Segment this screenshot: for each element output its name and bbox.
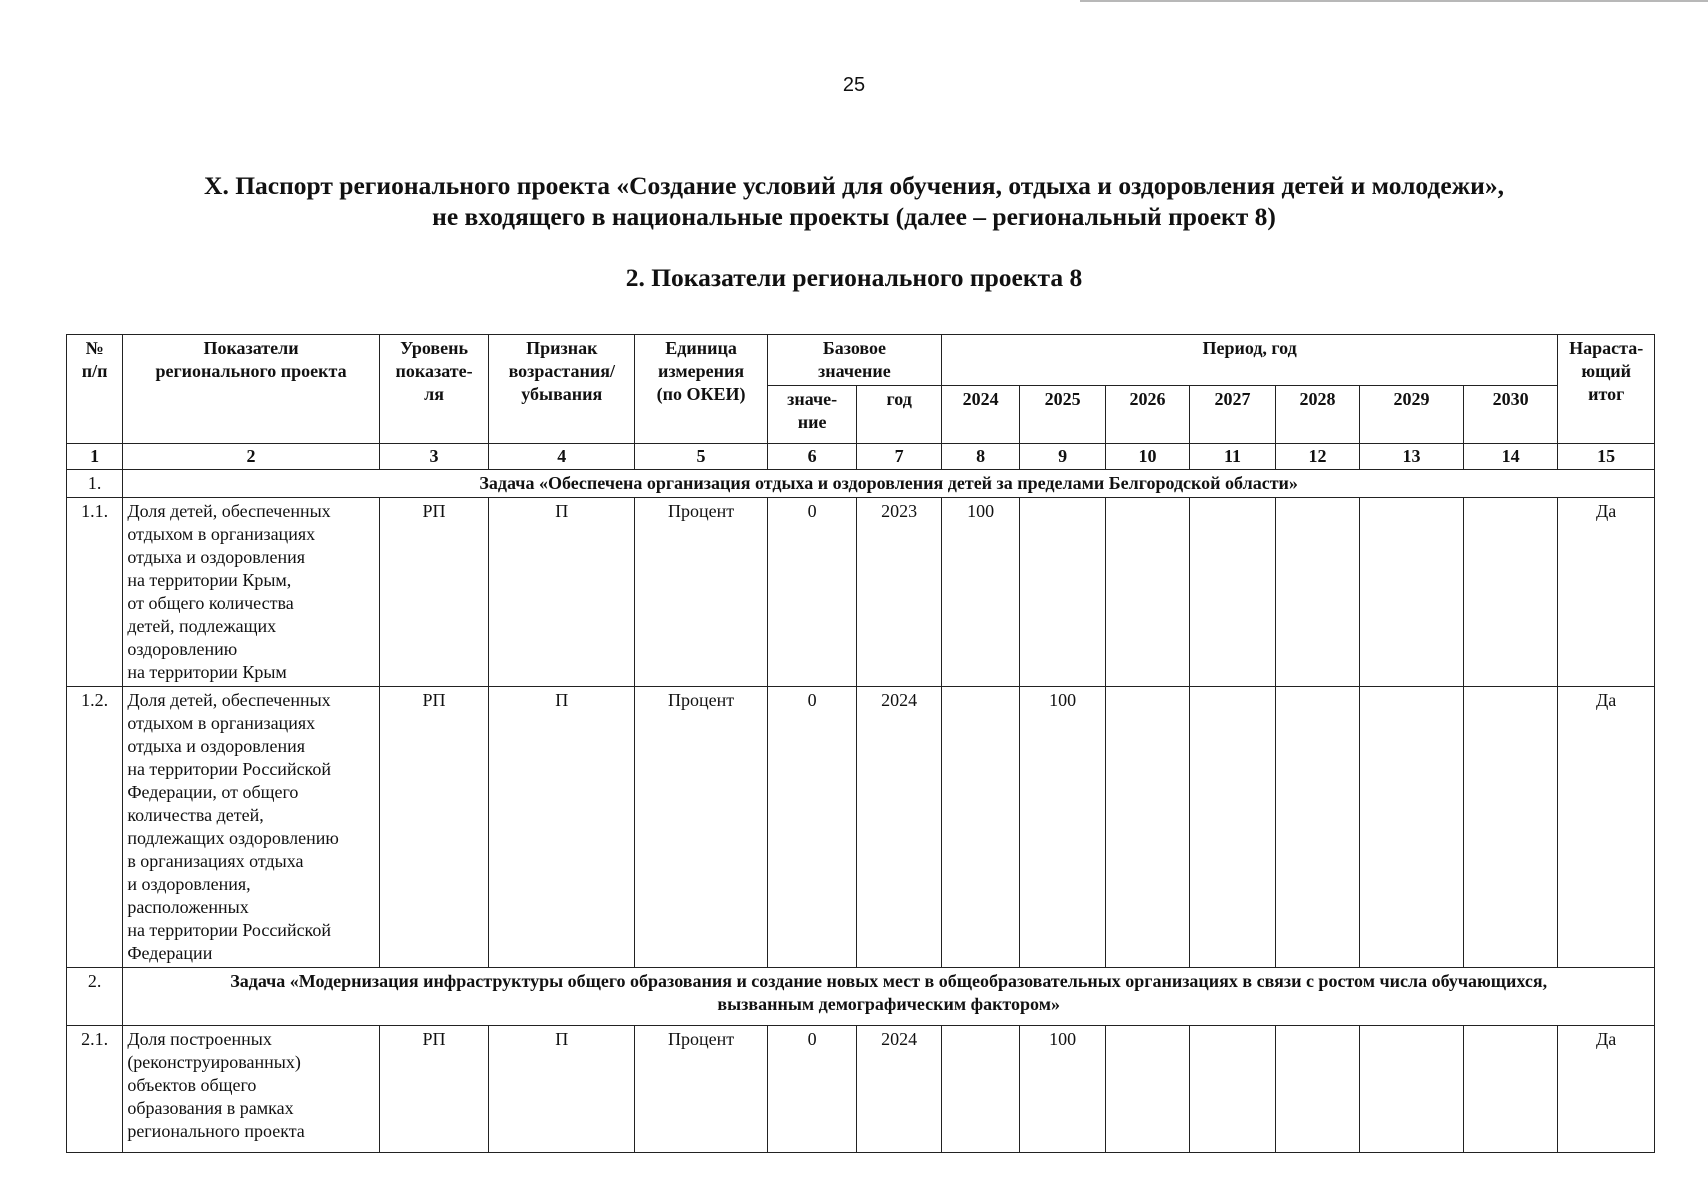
indicators-subtitle: 2. Показатели регионального проекта 8: [625, 263, 1083, 292]
indicator-line: Федерации: [127, 943, 213, 963]
header-year: 2024: [941, 386, 1019, 444]
value-2026: [1105, 687, 1189, 968]
value-2027: [1190, 498, 1275, 687]
value-2025: 100: [1020, 687, 1105, 968]
header-unit: [635, 335, 768, 444]
indicator-level: РП: [379, 687, 489, 968]
row-num: 1.1.: [67, 498, 123, 687]
task-title-line: Задача «Модернизация инфраструктуры общего образования и создание новых мест в общеобразовательных организациях в связи с ростом числа обучающихся,: [230, 971, 1548, 991]
indicator-line: отдыхом в организациях: [127, 524, 316, 544]
column-number: 13: [1360, 444, 1464, 470]
value-2027: [1190, 687, 1275, 968]
column-number: 7: [857, 444, 941, 470]
indicator-unit: Процент: [635, 498, 768, 687]
indicator-line: от общего количества: [127, 593, 294, 613]
header-level-line: ля: [424, 384, 444, 404]
table-row: [67, 687, 1655, 968]
header-indicator-line: Показатели: [203, 338, 299, 358]
column-number: 1: [67, 444, 123, 470]
header-indicator: [123, 335, 379, 444]
indicator-unit: Процент: [635, 1026, 768, 1153]
indicator-sign: П: [489, 687, 635, 968]
indicator-line: регионального проекта: [127, 1121, 305, 1141]
value-2024: [941, 1026, 1019, 1153]
page-number: 25: [842, 74, 866, 96]
indicator-line: Доля детей, обеспеченных: [127, 690, 331, 710]
header-year: 2029: [1360, 386, 1464, 444]
row-num: 2.1.: [67, 1026, 123, 1153]
base-value: 0: [767, 687, 857, 968]
header-cumulative-line: ющий: [1581, 361, 1632, 381]
indicator-line: детей, подлежащих: [127, 616, 277, 636]
header-base-value-line: ние: [797, 412, 827, 432]
indicator-level: РП: [379, 498, 489, 687]
indicator-name: [123, 498, 379, 687]
header-year: 2025: [1020, 386, 1105, 444]
task-num: 1.: [67, 470, 123, 498]
table-row: [67, 498, 1655, 687]
task-row: [67, 470, 1655, 498]
indicator-sign: П: [489, 498, 635, 687]
header-level: [379, 335, 489, 444]
header-num: [67, 335, 123, 444]
header-num-line: №: [85, 338, 104, 358]
base-year: 2024: [857, 687, 941, 968]
header-year: 2026: [1105, 386, 1189, 444]
task-title: Задача «Обеспечена организация отдыха и оздоровления детей за пределами Белгородской области»: [123, 470, 1655, 498]
indicator-line: Доля детей, обеспеченных: [127, 501, 331, 521]
header-sign-line: возрастания/: [508, 361, 615, 381]
header-cumulative: [1558, 335, 1655, 444]
header-sign-line: Признак: [526, 338, 598, 358]
column-number: 15: [1558, 444, 1655, 470]
base-value: 0: [767, 1026, 857, 1153]
header-base-value-line: значе-: [787, 389, 838, 409]
value-2030: [1463, 1026, 1558, 1153]
value-2029: [1360, 498, 1464, 687]
value-2030: [1463, 498, 1558, 687]
task-title: [123, 968, 1655, 1026]
indicators-table: [66, 334, 1655, 1153]
header-level-line: Уровень: [400, 338, 468, 358]
indicator-line: Федерации, от общего: [127, 782, 299, 802]
indicator-line: образования в рамках: [127, 1098, 294, 1118]
indicator-name: [123, 687, 379, 968]
indicator-sign: П: [489, 1026, 635, 1153]
header-sign-line: убывания: [521, 384, 603, 404]
base-year: 2023: [857, 498, 941, 687]
indicator-level: РП: [379, 1026, 489, 1153]
header-base: [767, 335, 941, 386]
indicator-line: отдыха и оздоровления: [127, 547, 306, 567]
indicator-line: количества детей,: [127, 805, 264, 825]
indicator-line: (реконструированных): [127, 1052, 301, 1072]
base-year: 2024: [857, 1026, 941, 1153]
task-title-line: вызванным демографическим фактором»: [717, 994, 1060, 1014]
task-row: [67, 968, 1655, 1026]
column-number: 9: [1020, 444, 1105, 470]
scan-edge: [1080, 0, 1708, 2]
header-cumulative-line: итог: [1588, 384, 1625, 404]
indicator-name: [123, 1026, 379, 1153]
column-number: 4: [489, 444, 635, 470]
header-base-year: год: [857, 386, 941, 444]
cumulative: Да: [1558, 498, 1655, 687]
header-row-1: [67, 335, 1655, 386]
header-unit-line: измерения: [657, 361, 745, 381]
value-2028: [1275, 1026, 1359, 1153]
passport-title: [60, 170, 1648, 232]
cumulative: Да: [1558, 687, 1655, 968]
title-line-2: не входящего в национальные проекты (далее – региональный проект 8): [432, 202, 1276, 231]
header-sign: [489, 335, 635, 444]
indicator-line: подлежащих оздоровлению: [127, 828, 339, 848]
header-unit-line: Единица: [665, 338, 737, 358]
indicator-line: на территории Крым,: [127, 570, 292, 590]
indicator-line: отдыхом в организациях: [127, 713, 316, 733]
indicator-unit: Процент: [635, 687, 768, 968]
column-number: 3: [379, 444, 489, 470]
indicator-line: оздоровлению: [127, 639, 238, 659]
header-base-line: Базовое: [822, 338, 886, 358]
value-2029: [1360, 1026, 1464, 1153]
value-2025: [1020, 498, 1105, 687]
column-number: 10: [1105, 444, 1189, 470]
row-num: 1.2.: [67, 687, 123, 968]
indicator-line: отдыха и оздоровления: [127, 736, 306, 756]
header-unit-line: (по ОКЕИ): [656, 384, 746, 404]
indicator-line: на территории Российской: [127, 920, 332, 940]
indicator-line: на территории Крым: [127, 662, 287, 682]
column-number: 11: [1190, 444, 1275, 470]
header-period: Период, год: [941, 335, 1557, 386]
header-num-line: п/п: [81, 361, 108, 381]
column-number-row: [67, 444, 1655, 470]
indicator-line: в организациях отдыха: [127, 851, 304, 871]
indicator-line: объектов общего: [127, 1075, 257, 1095]
header-year: 2027: [1190, 386, 1275, 444]
header-base-line: значение: [818, 361, 891, 381]
header-year: 2028: [1275, 386, 1359, 444]
value-2026: [1105, 1026, 1189, 1153]
column-number: 14: [1463, 444, 1558, 470]
indicator-line: на территории Российской: [127, 759, 332, 779]
column-number: 8: [941, 444, 1019, 470]
indicator-line: и оздоровления,: [127, 874, 251, 894]
value-2024: [941, 687, 1019, 968]
value-2028: [1275, 687, 1359, 968]
column-number: 5: [635, 444, 768, 470]
value-2026: [1105, 498, 1189, 687]
cumulative: Да: [1558, 1026, 1655, 1153]
column-number: 6: [767, 444, 857, 470]
title-line-1: X. Паспорт регионального проекта «Создание условий для обучения, отдыха и оздоровления детей и молодежи»,: [204, 171, 1504, 200]
indicator-line: расположенных: [127, 897, 249, 917]
header-indicator-line: регионального проекта: [155, 361, 347, 381]
header-base-value: [767, 386, 857, 444]
value-2030: [1463, 687, 1558, 968]
header-cumulative-line: Нараста-: [1569, 338, 1644, 358]
value-2027: [1190, 1026, 1275, 1153]
task-num: 2.: [67, 968, 123, 1026]
indicator-line: Доля построенных: [127, 1029, 272, 1049]
value-2025: 100: [1020, 1026, 1105, 1153]
value-2028: [1275, 498, 1359, 687]
column-number: 12: [1275, 444, 1359, 470]
header-year: 2030: [1463, 386, 1558, 444]
header-level-line: показате-: [395, 361, 473, 381]
column-number: 2: [123, 444, 379, 470]
base-value: 0: [767, 498, 857, 687]
table-row: [67, 1026, 1655, 1153]
value-2029: [1360, 687, 1464, 968]
value-2024: 100: [941, 498, 1019, 687]
